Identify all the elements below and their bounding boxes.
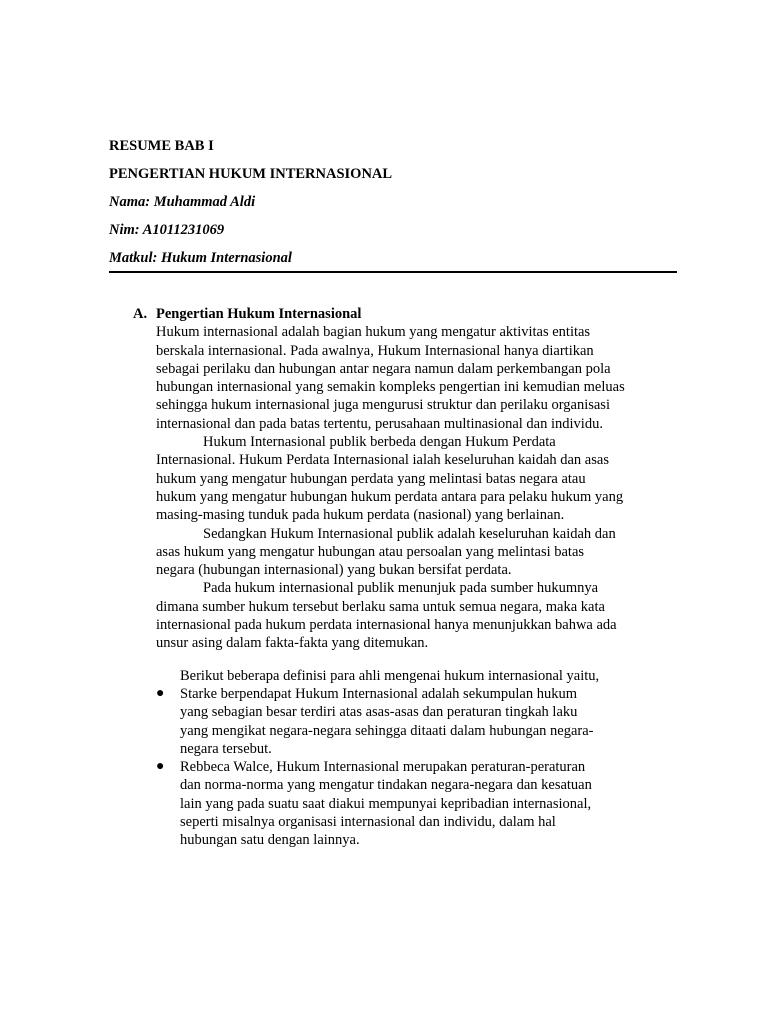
text-line: hubungan satu dengan lainnya.	[180, 832, 360, 849]
text-line: unsur asing dalam fakta-fakta yang ditemukan.	[156, 635, 429, 652]
section-a	[133, 305, 673, 850]
paragraph-2	[156, 433, 656, 524]
text-line: negara tersebut.	[180, 740, 272, 757]
paragraph-1	[156, 323, 656, 433]
bullet-icon: ●	[156, 759, 165, 775]
text-line: internasional dan pada batas tertentu, perusahaan multinasional dan individu.	[156, 415, 603, 432]
text-line: Starke berpendapat Hukum Internasional adalah sekumpulan hukum	[180, 685, 578, 702]
text-line: Hukum Internasional publik berbeda dengan Hukum Perdata	[203, 434, 556, 451]
text-line: lain yang pada suatu saat diakui mempunyai kepribadian internasional,	[180, 795, 592, 812]
text-line: hukum yang mengatur hubungan perdata yang melintasi batas negara atau	[156, 470, 586, 487]
section-body	[156, 323, 656, 666]
text-line: dan norma-norma yang mengatur tindakan negara-negara dan kesatuan	[180, 777, 592, 794]
paragraph-4	[156, 579, 656, 652]
course-name: Matkul: Hukum Internasional	[109, 250, 292, 266]
text-line: Hukum internasional adalah bagian hukum yang mengatur aktivitas entitas	[156, 324, 591, 341]
text-line: sebagai perilaku dan hubungan antar negara namun dalam perkembangan pola	[156, 360, 611, 377]
text-line: hukum yang mengatur hubungan hukum perdata antara para pelaku hukum yang	[156, 488, 624, 505]
text-line: Rebbeca Walce, Hukum Internasional merupakan peraturan-peraturan	[180, 759, 586, 776]
text-line: yang mengikat negara-negara sehingga ditaati dalam hubungan negara-	[180, 722, 594, 739]
paragraph-3	[156, 525, 656, 580]
definitions-intro: Berikut beberapa definisi para ahli mengenai hukum internasional yaitu,	[180, 667, 600, 684]
list-item	[133, 758, 673, 849]
text-line: negara (hubungan internasional) yang bukan bersifat perdata.	[156, 562, 512, 579]
resume-subtitle: PENGERTIAN HUKUM INTERNASIONAL	[109, 166, 393, 182]
bullet-icon: ●	[156, 685, 165, 701]
text-line: sehingga hukum internasional juga mengurusi struktur dan perilaku organisasi	[156, 397, 610, 414]
student-nim: Nim: A1011231069	[109, 222, 225, 238]
student-name: Nama: Muhammad Aldi	[109, 194, 256, 210]
text-line: hubungan internasional yang semakin kompleks pengertian ini kemudian meluas	[156, 379, 625, 396]
text-line: internasional pada hukum perdata internasional hanya menunjukkan bahwa ada	[156, 617, 617, 634]
section-heading-text: Pengertian Hukum Internasional	[156, 306, 362, 322]
text-line: masing-masing tunduk pada hukum perdata (nasional) yang berlainan.	[156, 507, 565, 524]
text-line: seperti misalnya organisasi internasional dan individu, dalam hal	[180, 814, 556, 831]
section-marker: A.	[133, 306, 148, 322]
definitions-list	[133, 685, 673, 850]
text-line: Pada hukum internasional publik menunjuk pada sumber hukumnya	[203, 580, 599, 597]
header-divider	[109, 271, 677, 273]
section-heading	[133, 305, 673, 323]
text-line: Internasional. Hukum Perdata Internasional ialah keseluruhan kaidah dan asas	[156, 452, 609, 469]
text-line: berskala internasional. Pada awalnya, Hukum Internasional hanya diartikan	[156, 342, 594, 359]
text-line: Sedangkan Hukum Internasional publik adalah keseluruhan kaidah dan	[203, 525, 616, 542]
list-item	[133, 685, 673, 758]
text-line: asas hukum yang mengatur hubungan atau persoalan yang melintasi batas	[156, 543, 585, 560]
document-header	[109, 136, 689, 276]
text-line: yang sebagian besar terdiri atas asas-asas dan peraturan tingkah laku	[180, 704, 578, 721]
text-line: dimana sumber hukum tersebut berlaku sama untuk semua negara, maka kata	[156, 598, 605, 615]
paragraph-gap	[156, 653, 656, 667]
resume-title: RESUME BAB I	[109, 138, 214, 154]
